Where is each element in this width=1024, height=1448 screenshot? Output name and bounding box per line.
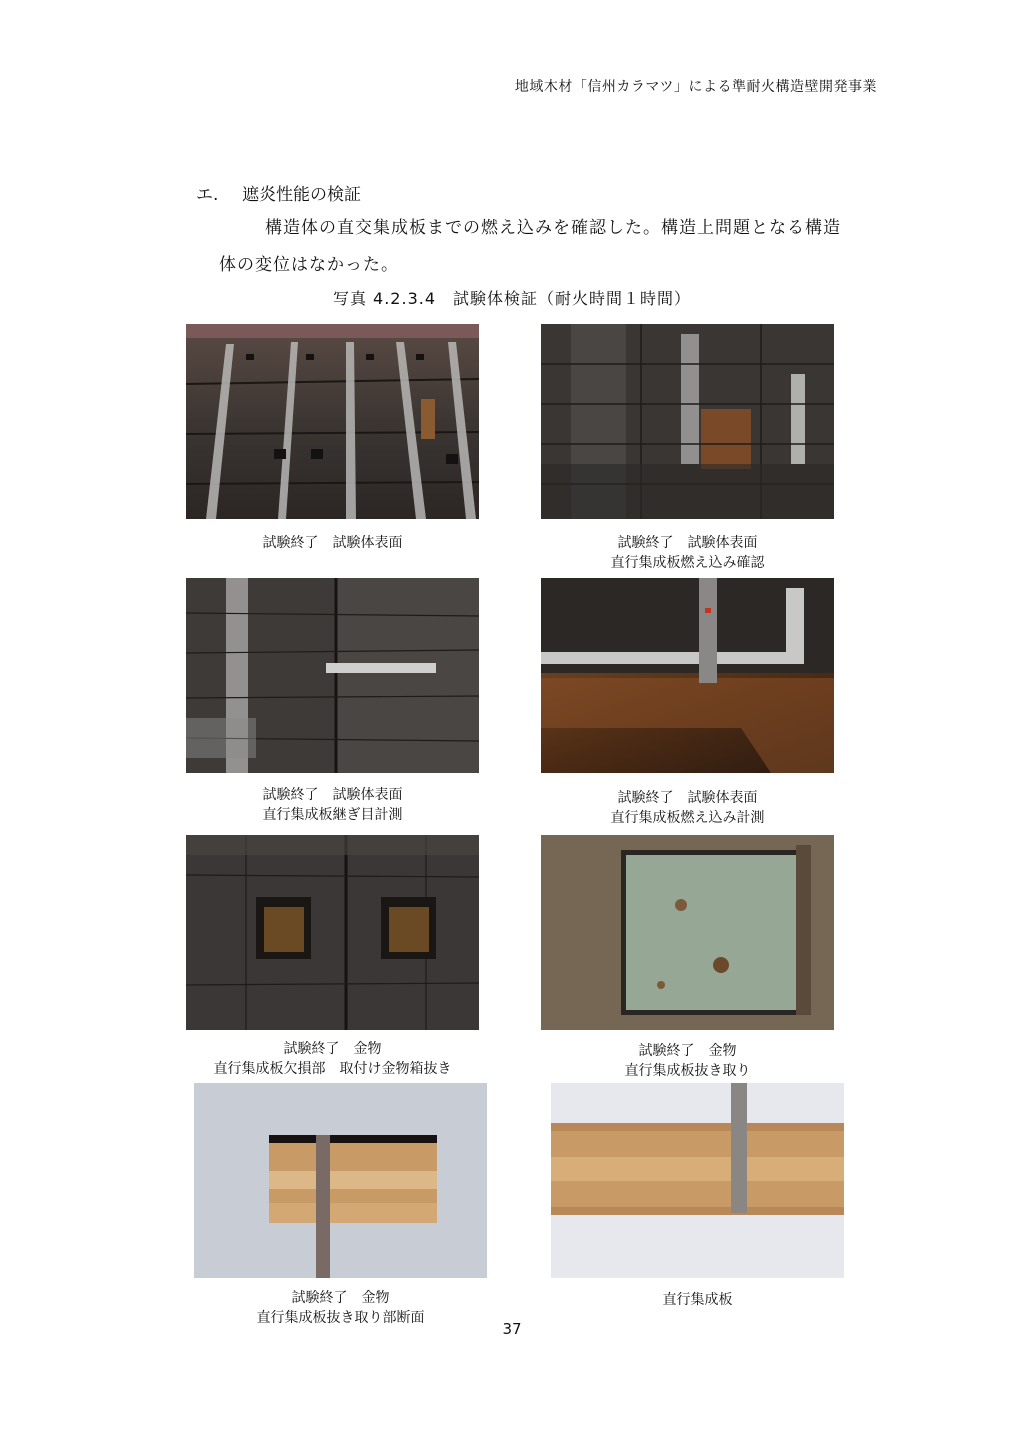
caption-line: 直行集成板抜き取り [624, 1063, 751, 1079]
photo-hardware-cutouts [186, 835, 479, 1030]
caption-line: 試験終了 金物 [638, 1043, 737, 1059]
caption-line: 試験終了 金物 [291, 1290, 390, 1306]
caption-photo-6 [541, 1041, 834, 1081]
page-number: 37 [502, 1320, 522, 1338]
caption-line: 試験終了 金物 [283, 1041, 382, 1057]
caption-line: 直行集成板継ぎ目計測 [262, 807, 403, 823]
caption-line: 直行集成板 [662, 1292, 733, 1308]
body-text-line-2: 体の変位はなかった。 [219, 255, 399, 275]
caption-photo-8 [551, 1290, 844, 1310]
caption-photo-4 [541, 788, 834, 828]
caption-line: 直行集成板燃え込み計測 [610, 810, 765, 826]
caption-photo-5 [186, 1039, 479, 1079]
photo-clt-panel [551, 1083, 844, 1278]
photo-joint-measurement [186, 578, 479, 773]
caption-line: 直行集成板燃え込み確認 [610, 555, 765, 571]
section-title: 遮炎性能の検証 [242, 185, 361, 205]
caption-line: 試験終了 試験体表面 [262, 535, 403, 551]
photo-panel-removal [541, 835, 834, 1030]
photo-removed-panel-cross-section [194, 1083, 487, 1278]
section-heading [196, 180, 361, 205]
body-text-line-1: 構造体の直交集成板までの燃え込みを確認した。構造上問題となる構造 [265, 218, 841, 238]
caption-photo-2 [541, 533, 834, 573]
photo-burn-depth-measurement [541, 578, 834, 773]
photo-burn-through-check [541, 324, 834, 519]
running-header: 地域木材「信州カラマツ」による準耐火構造壁開発事業 [514, 79, 877, 95]
caption-line: 直行集成板抜き取り部断面 [256, 1310, 425, 1326]
caption-line: 試験終了 試験体表面 [617, 790, 758, 806]
caption-line: 試験終了 試験体表面 [617, 535, 758, 551]
caption-photo-3 [186, 785, 479, 825]
photo-charred-surface-overview [186, 324, 479, 519]
photo-title: 写真 4.2.3.4 試験体検証（耐火時間１時間） [332, 289, 692, 308]
caption-photo-1 [186, 533, 479, 553]
section-label: エ. [196, 185, 219, 205]
caption-line: 試験終了 試験体表面 [262, 787, 403, 803]
caption-line: 直行集成板欠損部 取付け金物箱抜き [213, 1061, 452, 1077]
